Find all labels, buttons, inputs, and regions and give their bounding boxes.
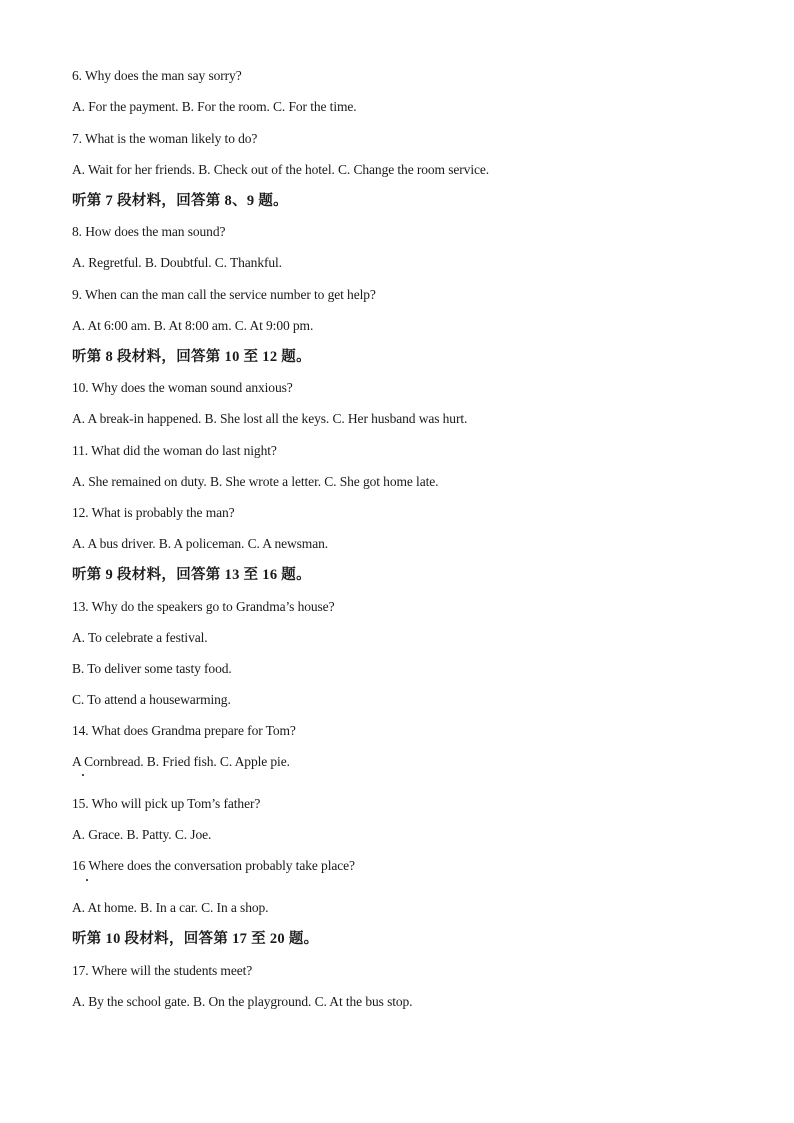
option-13c: C. To attend a housewarming. [72, 692, 231, 707]
options-12: A. A bus driver. B. A policeman. C. A newsman. [72, 536, 329, 551]
options-8: A. Regretful. B. Doubtful. C. Thankful. [72, 255, 282, 270]
question-6: 6. Why does the man say sorry? [72, 68, 242, 83]
question-7: 7. What is the woman likely to do? [72, 131, 258, 146]
option-13a: A. To celebrate a festival. [72, 630, 208, 645]
stray-dot-mark [82, 774, 84, 776]
options-10: A. A break-in happened. B. She lost all the keys. C. Her husband was hurt. [72, 411, 468, 426]
option-13b: B. To deliver some tasty food. [72, 661, 232, 676]
stray-dot-mark [86, 879, 88, 881]
question-10: 10. Why does the woman sound anxious? [72, 380, 293, 395]
options-11: A. She remained on duty. B. She wrote a letter. C. She got home late. [72, 474, 439, 489]
options-16: A. At home. B. In a car. C. In a shop. [72, 900, 269, 915]
question-16: 16 Where does the conversation probably take place? [72, 858, 355, 873]
options-6: A. For the payment. B. For the room. C. For the time. [72, 99, 357, 114]
question-13: 13. Why do the speakers go to Grandma’s house? [72, 599, 335, 614]
options-17: A. By the school gate. B. On the playground. C. At the bus stop. [72, 994, 413, 1009]
section-heading-7: 听第 7 段材料，回答第 8、9 题。 [72, 193, 288, 209]
question-9: 9. When can the man call the service number to get help? [72, 287, 376, 302]
question-11: 11. What did the woman do last night? [72, 443, 277, 458]
question-15: 15. Who will pick up Tom’s father? [72, 796, 261, 811]
section-heading-10: 听第 10 段材料，回答第 17 至 20 题。 [72, 931, 319, 947]
question-12: 12. What is probably the man? [72, 505, 235, 520]
question-8: 8. How does the man sound? [72, 224, 226, 239]
options-7: A. Wait for her friends. B. Check out of the hotel. C. Change the room service. [72, 162, 490, 177]
section-heading-9: 听第 9 段材料，回答第 13 至 16 题。 [72, 567, 311, 583]
question-17: 17. Where will the students meet? [72, 963, 253, 978]
options-9: A. At 6:00 am. B. At 8:00 am. C. At 9:00 pm. [72, 318, 314, 333]
options-15: A. Grace. B. Patty. C. Joe. [72, 827, 212, 842]
section-heading-8: 听第 8 段材料，回答第 10 至 12 题。 [72, 349, 311, 365]
options-14: A Cornbread. B. Fried fish. C. Apple pie. [72, 754, 290, 769]
question-14: 14. What does Grandma prepare for Tom? [72, 723, 296, 738]
